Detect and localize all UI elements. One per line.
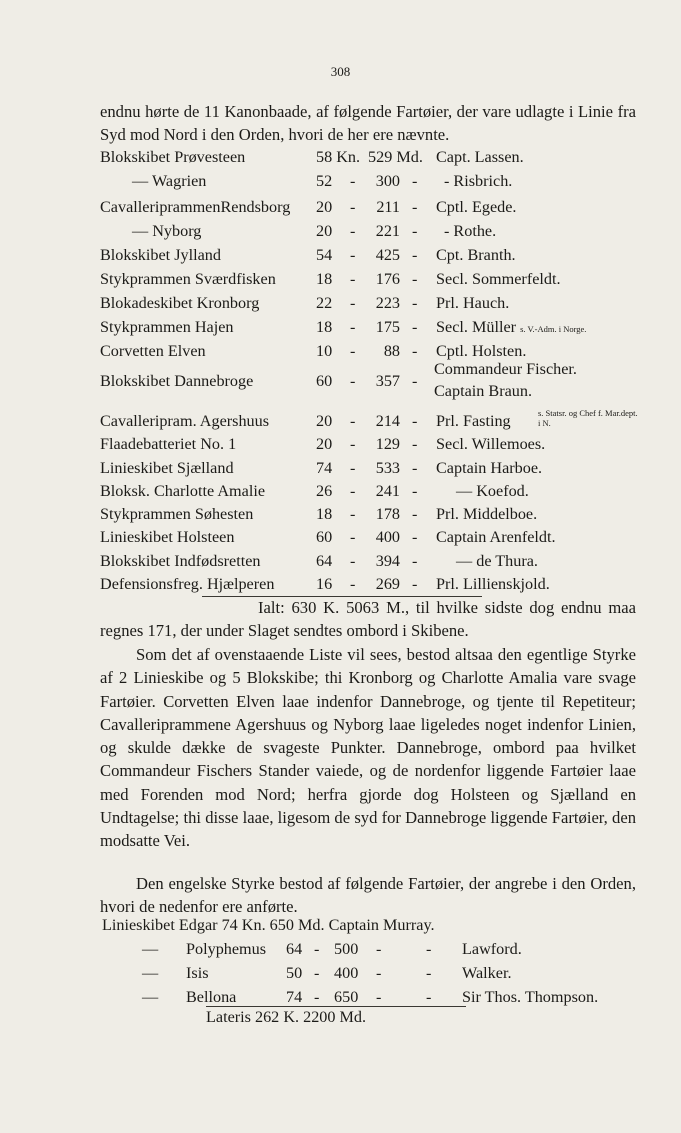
dash: -	[412, 198, 418, 216]
ship-name: Flaadebatteriet No. 1	[100, 435, 237, 453]
ship-guns: 20	[316, 198, 333, 216]
dash: -	[412, 246, 418, 264]
ship-name: Linieskibet Holsteen	[100, 528, 235, 546]
dash: -	[412, 172, 418, 190]
ship-name: Stykprammen Søhesten	[100, 505, 254, 523]
ship-commander: Secl. Sommerfeldt.	[436, 270, 561, 288]
dash: -	[314, 964, 320, 982]
english-first-line: Linieskibet Edgar 74 Kn. 650 Md. Captain Murray.	[102, 916, 435, 934]
dash: -	[350, 459, 356, 477]
ship-guns: 20	[316, 435, 333, 453]
dash: -	[412, 435, 418, 453]
dash: -	[350, 294, 356, 312]
ship-guns: 74	[316, 459, 333, 477]
intro-paragraph: endnu hørte de 11 Kanonbaade, af følgende Fartøier, der vare udlagte i Linie fra Syd mod Nord i den Orden, hvori de her ere nævnte.	[100, 102, 636, 145]
ship-guns: 60	[316, 372, 333, 390]
commander-note: s. Statsr. og Chef f. Mar.dept. i N.	[538, 408, 638, 428]
ship-crew: 211	[376, 198, 400, 216]
analysis-paragraph: Som det af ovenstaaende Liste vil sees, bestod altsaa den egentlige Styrke af 2 Linieskibe og 5 Blokskibe; thi Kronborg og Charlotte Amalia vare svage Fartøier. Corvetten Elven laae indenfor Dannebroge, og tjente til Repetiteur; Cavalleriprammene Agershuus og Nyborg laae ligeledes noget indenfor Linien, og skulde dække de svageste Punkter. Dannebroge, ombord paa hvilket Commandeur Fischers Stander vaiede, og de nordenfor liggende Fartøier laae med Forenden mod Nord; herfra gjorde dog Holsteen og Sjælland en Undtagelse; thi disse laae, ligesom de syd for Dannebroge liggende Fartøier, den modsatte Vei.	[100, 645, 636, 851]
total-paragraph: Ialt: 630 K. 5063 M., til hvilke sidste dog endnu maa regnes 171, der under Slaget sendtes ombord i Skibene.	[100, 598, 636, 641]
dash: -	[350, 552, 356, 570]
dash: —	[142, 988, 159, 1006]
ship-name: Blokskibet Jylland	[100, 246, 221, 264]
ship-crew: 129	[375, 435, 400, 453]
dash: -	[412, 575, 418, 593]
dash: -	[350, 505, 356, 523]
ship-crew: 425	[375, 246, 400, 264]
ship-crew: 175	[375, 318, 400, 336]
ship-name: Cavalleripram. Agershuus	[100, 412, 270, 430]
ship-crew: 300	[375, 172, 400, 190]
ship-commander: Secl. Willemoes.	[436, 435, 546, 453]
dash: -	[412, 222, 418, 240]
ship-commander: Captain Arenfeldt.	[436, 528, 556, 546]
dash: -	[350, 435, 356, 453]
ship-name: CavalleriprammenRendsborg	[100, 198, 291, 216]
ship-commander: Captain Harboe.	[436, 459, 543, 477]
ship-commander-second: Captain Braun.	[434, 382, 533, 400]
dash: -	[412, 372, 418, 390]
ship-name: Blokskibet Dannebroge	[100, 372, 254, 390]
dash: -	[412, 552, 418, 570]
ship-guns: 16	[316, 575, 333, 593]
ship-guns: 18	[316, 270, 333, 288]
ship-crew: 533	[375, 459, 400, 477]
ship-commander: Walker.	[462, 964, 512, 982]
commander-name: Secl. Müller	[436, 318, 517, 336]
ship-commander: Commandeur Fischer.	[434, 360, 577, 378]
ship-name: Stykprammen Hajen	[100, 318, 234, 336]
ship-guns: 64	[286, 940, 303, 958]
ship-crew: 241	[375, 482, 400, 500]
dash: -	[314, 940, 320, 958]
dash: -	[376, 988, 382, 1006]
dash: -	[350, 372, 356, 390]
dash: —	[142, 940, 159, 958]
dash: -	[350, 482, 356, 500]
ship-crew: 400	[334, 964, 359, 982]
ship-commander: Cptl. Holsten.	[436, 342, 527, 360]
dash: -	[412, 270, 418, 288]
ship-crew: 223	[375, 294, 400, 312]
dash: -	[426, 964, 432, 982]
ship-name: Bellona	[186, 988, 237, 1006]
dash: -	[412, 528, 418, 546]
ship-crew: 400	[375, 528, 400, 546]
ship-guns: 64	[316, 552, 333, 570]
dash: -	[412, 412, 418, 430]
dash: -	[426, 988, 432, 1006]
dash: -	[350, 270, 356, 288]
ship-guns: 54	[316, 246, 333, 264]
ship-commander: Prl. Middelboe.	[436, 505, 538, 523]
dash: -	[350, 222, 356, 240]
dash: —	[142, 964, 159, 982]
ship-name: Blokadeskibet Kronborg	[100, 294, 260, 312]
ship-name: Polyphemus	[186, 940, 267, 958]
ship-crew: 529 Md.	[368, 148, 423, 166]
dash: -	[412, 505, 418, 523]
ship-commander: Capt. Lassen.	[436, 148, 524, 166]
ship-crew: 500	[334, 940, 359, 958]
ship-commander: Prl. Hauch.	[436, 294, 510, 312]
ship-name: Defensionsfreg. Hjælperen	[100, 575, 275, 593]
ship-crew: 394	[375, 552, 400, 570]
dash: -	[350, 198, 356, 216]
ship-crew: 176	[375, 270, 400, 288]
ship-name: Stykprammen Sværdfisken	[100, 270, 276, 288]
ship-name: — Nyborg	[132, 222, 202, 240]
ship-crew: 88	[383, 342, 400, 360]
dash: -	[350, 575, 356, 593]
ship-guns: 18	[316, 505, 333, 523]
ship-crew: 650	[334, 988, 359, 1006]
ship-commander: Prl. Fasting	[436, 412, 511, 430]
dash: -	[412, 459, 418, 477]
ship-commander: — Koefod.	[456, 482, 529, 500]
dash: -	[376, 940, 382, 958]
ship-commander: Lawford.	[462, 940, 522, 958]
dash: -	[412, 318, 418, 336]
ship-name: Linieskibet Sjælland	[100, 459, 234, 477]
ship-commander: Prl. Lillienskjold.	[436, 575, 550, 593]
dash: -	[314, 988, 320, 1006]
ship-guns: 74	[286, 988, 303, 1006]
ship-crew: 357	[375, 372, 400, 390]
ship-guns: 22	[316, 294, 333, 312]
lateris-rule	[206, 1006, 466, 1007]
ship-guns: 50	[286, 964, 303, 982]
ship-guns: 20	[316, 222, 333, 240]
ship-crew: 221	[375, 222, 400, 240]
ship-guns: 20	[316, 412, 333, 430]
ship-name: Blokskibet Indfødsretten	[100, 552, 261, 570]
dash: -	[426, 940, 432, 958]
ship-guns: 58 Kn.	[316, 148, 361, 166]
ship-commander	[436, 318, 586, 337]
dash: -	[412, 342, 418, 360]
ship-crew: 214	[375, 412, 400, 430]
dash: -	[350, 342, 356, 360]
english-intro-paragraph: Den engelske Styrke bestod af følgende Fartøier, der angrebe i den Orden, hvori de nedenfor ere anførte.	[100, 874, 636, 917]
ship-crew: 178	[375, 505, 400, 523]
dash: -	[350, 528, 356, 546]
dash: -	[350, 318, 356, 336]
dash: -	[376, 964, 382, 982]
ship-guns: 60	[316, 528, 333, 546]
ship-commander: Cpt. Branth.	[436, 246, 516, 264]
ship-name: Blokskibet Prøvesteen	[100, 148, 246, 166]
ship-name: Isis	[186, 964, 209, 982]
ship-name: Bloksk. Charlotte Amalie	[100, 482, 266, 500]
ship-guns: 10	[316, 342, 333, 360]
ship-name: — Wagrien	[132, 172, 207, 190]
ship-guns: 18	[316, 318, 333, 336]
ship-crew: 269	[375, 575, 400, 593]
ship-guns: 26	[316, 482, 333, 500]
ship-guns: 52	[316, 172, 333, 190]
ship-commander: Cptl. Egede.	[436, 198, 517, 216]
ship-commander: — de Thura.	[456, 552, 538, 570]
dash: -	[350, 412, 356, 430]
ship-name: Corvetten Elven	[100, 342, 206, 360]
dash: -	[350, 172, 356, 190]
ship-commander: - Rothe.	[444, 222, 497, 240]
dash: -	[412, 294, 418, 312]
ship-commander: - Risbrich.	[444, 172, 513, 190]
ship-commander: Sir Thos. Thompson.	[462, 988, 599, 1006]
commander-note: s. V.-Adm. i Norge.	[520, 324, 587, 334]
page-number: 308	[330, 64, 351, 79]
dash: -	[412, 482, 418, 500]
dash: -	[350, 246, 356, 264]
lateris-total: Lateris 262 K. 2200 Md.	[206, 1008, 367, 1026]
